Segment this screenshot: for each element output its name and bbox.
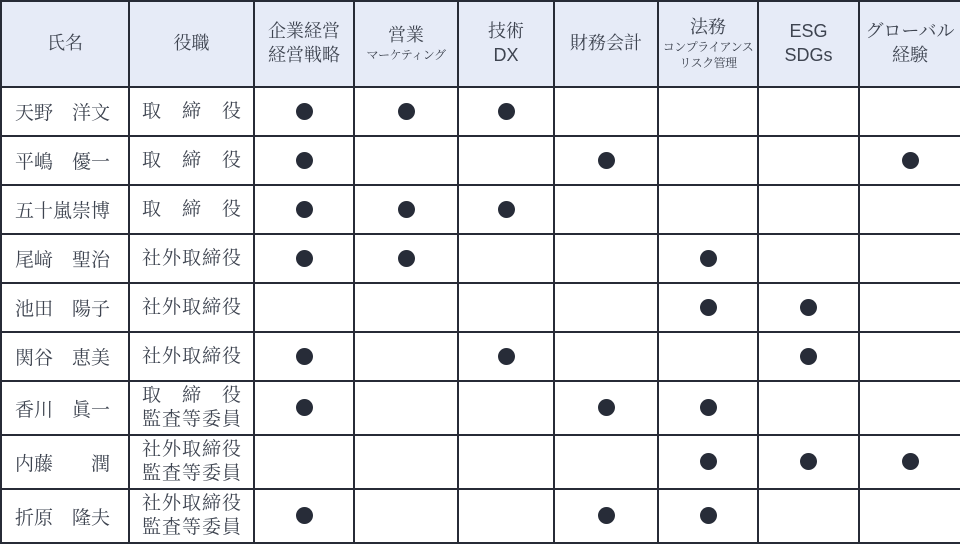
skill-cell-sales-marketing [354,489,458,543]
skill-cell-legal-compliance-risk [658,381,758,435]
skill-cell-legal-compliance-risk [658,234,758,283]
skill-dot-icon [498,348,515,365]
skill-dot-icon [800,299,817,316]
column-header-esg-sdgs [758,1,859,87]
column-header-global-experience [859,1,960,87]
skill-dot-icon [800,453,817,470]
skill-cell-management [254,87,354,136]
director-position [129,185,254,234]
skill-cell-legal-compliance-risk [658,283,758,332]
skill-cell-legal-compliance-risk [658,185,758,234]
skill-dot-icon [398,250,415,267]
skill-cell-esg-sdgs [758,136,859,185]
column-header-line: コンプライアンス [662,40,754,55]
skill-cell-finance-accounting [554,435,658,489]
position-line: 取 締 役 [142,100,241,122]
skill-cell-tech-dx [458,136,554,185]
table-row [1,234,960,283]
column-header-line: 経営戦略 [268,45,340,65]
column-header-line: 財務会計 [570,33,642,54]
skill-cell-management [254,136,354,185]
skill-cell-tech-dx [458,435,554,489]
table-row [1,435,960,489]
column-header-name [1,1,129,87]
skill-dot-icon [700,250,717,267]
skill-cell-sales-marketing [354,283,458,332]
skill-cell-tech-dx [458,381,554,435]
skill-cell-global-experience [859,136,960,185]
skill-cell-legal-compliance-risk [658,87,758,136]
position-line: 社外取締役 [142,296,241,318]
skill-cell-management [254,185,354,234]
table-row [1,136,960,185]
position-line: 取 締 役 [142,385,241,406]
column-header-line: 氏名 [47,33,83,54]
skill-cell-sales-marketing [354,185,458,234]
position-line: 社外取締役 [142,247,241,269]
skill-cell-tech-dx [458,87,554,136]
skill-cell-management [254,435,354,489]
skill-cell-tech-dx [458,489,554,543]
column-header-legal-compliance-risk [658,1,758,87]
column-header-sales-marketing [354,1,458,87]
column-header-line: SDGs [784,45,833,65]
skill-cell-finance-accounting [554,136,658,185]
skill-dot-icon [296,152,313,169]
skill-dot-icon [902,152,919,169]
column-header-line: グローバル [865,21,955,42]
table-row [1,283,960,332]
table-row [1,332,960,381]
director-name: 内藤 潤 [1,435,129,489]
skill-dot-icon [398,201,415,218]
skill-cell-legal-compliance-risk [658,332,758,381]
column-header-line: 技術 [488,21,524,42]
position-line: 取 締 役 [142,149,241,171]
position-line: 社外取締役 [142,439,241,460]
column-header-tech-dx [458,1,554,87]
skill-cell-legal-compliance-risk [658,435,758,489]
skill-cell-finance-accounting [554,381,658,435]
director-name: 平嶋 優一 [1,136,129,185]
column-header-line: 法務 [690,17,726,38]
skill-dot-icon [398,103,415,120]
table-row [1,87,960,136]
skill-cell-legal-compliance-risk [658,136,758,185]
skill-cell-management [254,489,354,543]
skill-dot-icon [296,507,313,524]
skill-dot-icon [296,348,313,365]
skill-dot-icon [498,201,515,218]
column-header-management [254,1,354,87]
director-position [129,136,254,185]
skill-dot-icon [800,348,817,365]
skill-cell-esg-sdgs [758,234,859,283]
skill-cell-esg-sdgs [758,185,859,234]
column-header-line: リスク管理 [679,55,737,70]
skill-cell-management [254,332,354,381]
column-header-line: 経験 [892,45,928,65]
skill-cell-finance-accounting [554,234,658,283]
skill-cell-management [254,381,354,435]
skill-dot-icon [700,399,717,416]
director-position [129,332,254,381]
skill-cell-esg-sdgs [758,332,859,381]
skill-cell-tech-dx [458,234,554,283]
skill-dot-icon [296,399,313,416]
skill-cell-sales-marketing [354,332,458,381]
column-header-finance-accounting [554,1,658,87]
skill-cell-global-experience [859,87,960,136]
table-header [1,1,960,87]
skill-cell-esg-sdgs [758,87,859,136]
skill-cell-global-experience [859,489,960,543]
director-position [129,435,254,489]
skill-dot-icon [902,453,919,470]
table-body [1,87,960,543]
column-header-position [129,1,254,87]
skill-cell-tech-dx [458,332,554,381]
skill-cell-tech-dx [458,185,554,234]
column-header-line: マーケティング [366,47,446,62]
director-position [129,283,254,332]
director-name: 天野 洋文 [1,87,129,136]
skill-cell-global-experience [859,234,960,283]
skill-cell-esg-sdgs [758,283,859,332]
skill-dot-icon [598,399,615,416]
skill-dot-icon [598,507,615,524]
skill-cell-finance-accounting [554,332,658,381]
column-header-line: 役職 [173,33,210,54]
director-name: 関谷 恵美 [1,332,129,381]
skill-cell-finance-accounting [554,87,658,136]
director-position [129,489,254,543]
skill-dot-icon [598,152,615,169]
director-name: 折原 隆夫 [1,489,129,543]
director-position [129,87,254,136]
skill-cell-management [254,283,354,332]
skill-cell-global-experience [859,283,960,332]
skill-cell-esg-sdgs [758,489,859,543]
header-row [1,1,960,87]
skill-dot-icon [296,201,313,218]
skill-cell-global-experience [859,185,960,234]
director-position [129,234,254,283]
table-row [1,381,960,435]
skill-cell-global-experience [859,332,960,381]
skill-cell-finance-accounting [554,489,658,543]
skill-cell-finance-accounting [554,283,658,332]
skill-cell-legal-compliance-risk [658,489,758,543]
skill-dot-icon [296,250,313,267]
skill-cell-esg-sdgs [758,435,859,489]
skill-cell-esg-sdgs [758,381,859,435]
director-name: 香川 眞一 [1,381,129,435]
skill-dot-icon [700,299,717,316]
position-line: 社外取締役 [142,345,241,367]
table-row [1,489,960,543]
skill-cell-sales-marketing [354,381,458,435]
position-line: 監査等委員 [142,517,241,538]
director-position [129,381,254,435]
position-line: 取 締 役 [142,198,241,220]
skill-cell-sales-marketing [354,136,458,185]
skill-dot-icon [700,453,717,470]
skill-dot-icon [296,103,313,120]
column-header-line: 企業経営 [268,21,340,42]
skill-cell-sales-marketing [354,87,458,136]
skill-cell-management [254,234,354,283]
position-line: 監査等委員 [142,409,241,430]
column-header-line: 営業 [388,25,424,46]
skill-cell-tech-dx [458,283,554,332]
column-header-line: ESG [789,21,828,42]
position-line: 監査等委員 [142,463,241,484]
skill-dot-icon [498,103,515,120]
skill-cell-global-experience [859,381,960,435]
skill-cell-global-experience [859,435,960,489]
director-name: 池田 陽子 [1,283,129,332]
skill-dot-icon [700,507,717,524]
skill-cell-sales-marketing [354,234,458,283]
position-line: 社外取締役 [142,493,241,514]
director-name: 五十嵐崇博 [1,185,129,234]
skill-cell-sales-marketing [354,435,458,489]
column-header-line: DX [493,45,519,65]
director-name: 尾﨑 聖治 [1,234,129,283]
table-row [1,185,960,234]
skill-cell-finance-accounting [554,185,658,234]
